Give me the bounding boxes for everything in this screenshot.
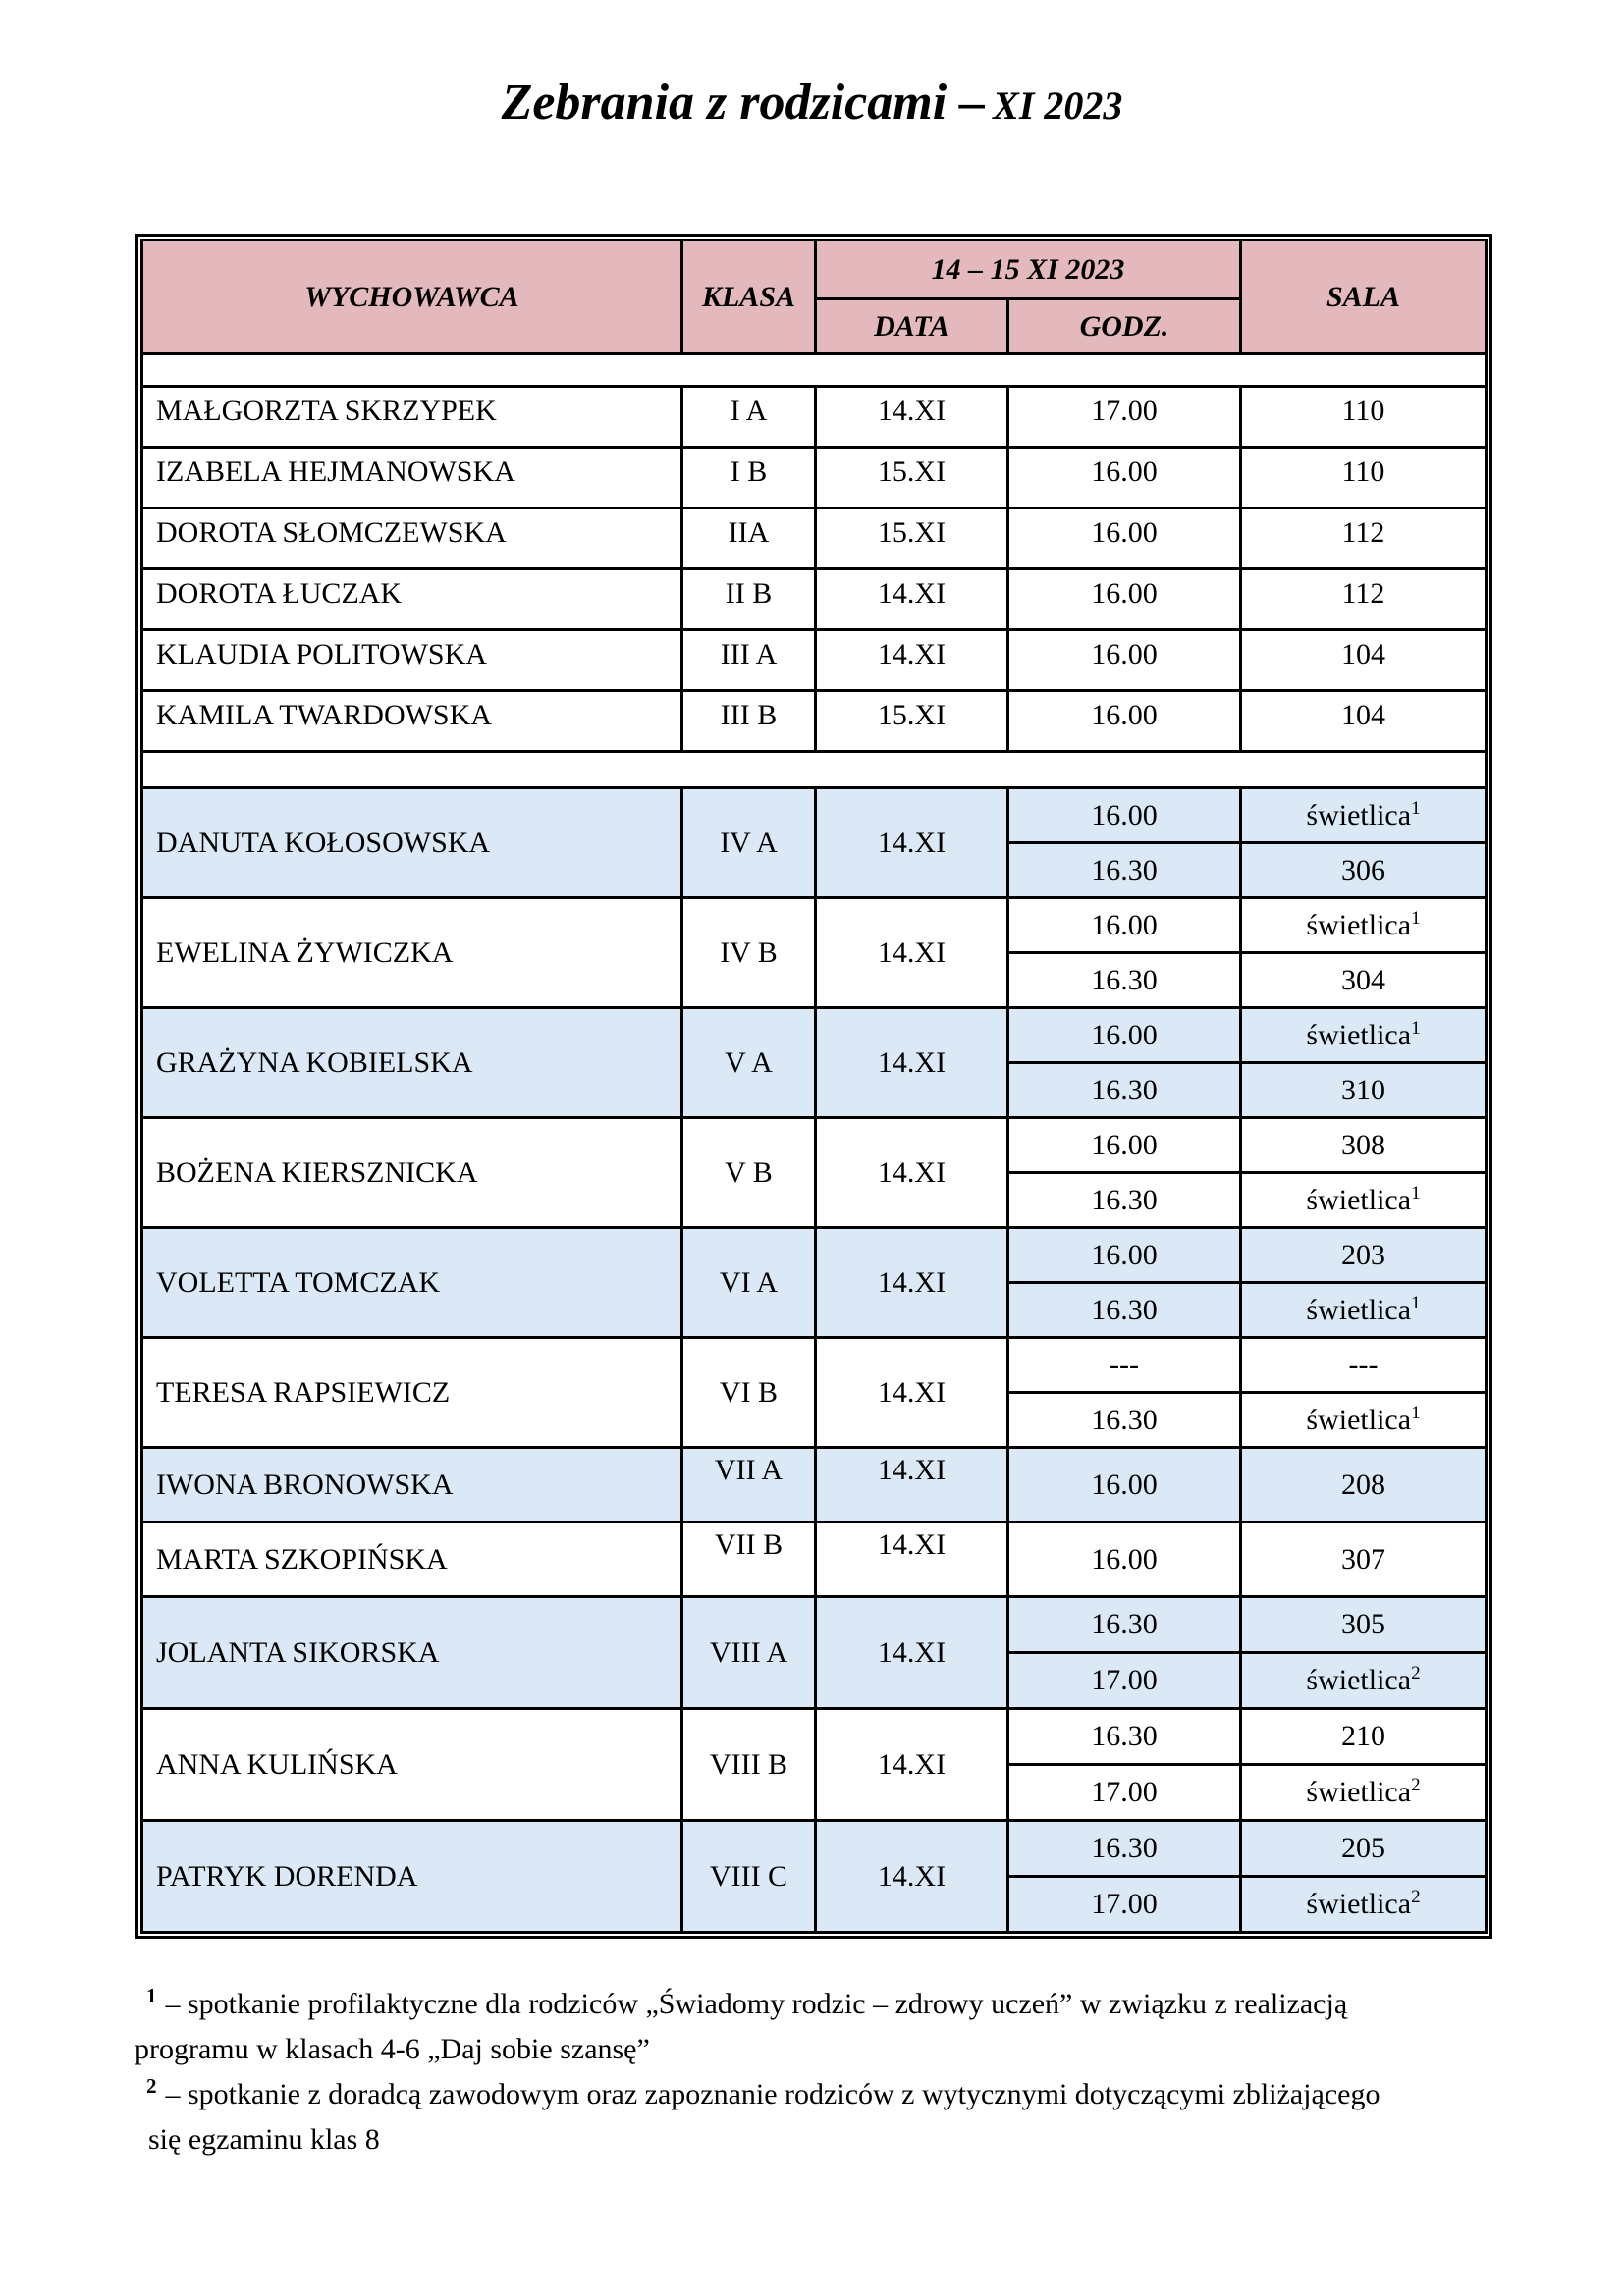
table-row (142, 1522, 1487, 1597)
room-cell (1241, 1228, 1487, 1283)
teacher-name-cell: IWONA BRONOWSKA (142, 1448, 682, 1522)
room-footnote-marker: 1 (1411, 1402, 1421, 1423)
date-cell: 14.XI (816, 1338, 1008, 1448)
room-cell (1241, 1008, 1487, 1063)
room-label: świetlica (1306, 1664, 1412, 1697)
room-cell: 104 (1241, 691, 1487, 752)
teacher-name-cell: IZABELA HEJMANOWSKA (142, 448, 682, 508)
date-cell: 14.XI (816, 898, 1008, 1008)
table-row (142, 1709, 1487, 1765)
table-row (142, 630, 1487, 691)
time-cell: 16.00 (1008, 788, 1241, 843)
room-cell: 104 (1241, 630, 1487, 691)
room-label: 308 (1341, 1128, 1385, 1161)
time-cell: 16.30 (1008, 1597, 1241, 1653)
teacher-name-cell: MARTA SZKOPIŃSKA (142, 1522, 682, 1597)
teacher-name-cell: DOROTA ŁUCZAK (142, 569, 682, 630)
table-row (142, 1821, 1487, 1877)
time-cell: 16.00 (1008, 898, 1241, 953)
room-footnote-marker: 1 (1411, 797, 1421, 819)
class-cell: V B (682, 1118, 816, 1228)
room-cell (1241, 1283, 1487, 1338)
time-cell: 16.00 (1008, 630, 1241, 691)
time-cell: 16.30 (1008, 843, 1241, 898)
class-cell: II B (682, 569, 816, 630)
header-godz: GODZ. (1008, 299, 1241, 354)
class-cell: IIA (682, 508, 816, 569)
room-cell (1241, 1597, 1487, 1653)
class-cell: VII A (682, 1448, 816, 1522)
teacher-name-cell: MAŁGORZTA SKRZYPEK (142, 387, 682, 448)
date-cell: 14.XI (816, 569, 1008, 630)
room-label: 310 (1341, 1073, 1385, 1106)
room-cell (1241, 1338, 1487, 1393)
table-row (142, 788, 1487, 843)
class-cell: V A (682, 1008, 816, 1118)
room-cell: 110 (1241, 448, 1487, 508)
class-cell: I B (682, 448, 816, 508)
room-cell (1241, 1877, 1487, 1933)
schedule-table-wrapper (135, 234, 1492, 1939)
room-label: 306 (1341, 853, 1385, 886)
time-cell: 17.00 (1008, 1765, 1241, 1821)
footnote-2-marker: 2 (146, 2074, 157, 2099)
class-cell: IV B (682, 898, 816, 1008)
table-row (142, 1228, 1487, 1283)
class-cell: VII B (682, 1522, 816, 1597)
room-cell (1241, 1821, 1487, 1877)
room-footnote-marker: 1 (1411, 1292, 1421, 1313)
room-label: 203 (1341, 1238, 1385, 1271)
class-cell: I A (682, 387, 816, 448)
time-cell: 16.00 (1008, 569, 1241, 630)
class-cell: VI B (682, 1338, 816, 1448)
header-klasa: KLASA (682, 240, 816, 354)
time-cell: --- (1008, 1338, 1241, 1393)
date-cell: 14.XI (816, 788, 1008, 898)
teacher-name-cell: JOLANTA SIKORSKA (142, 1597, 682, 1709)
time-cell: 16.00 (1008, 1118, 1241, 1173)
room-footnote-marker: 2 (1411, 1663, 1421, 1684)
time-cell: 16.30 (1008, 1821, 1241, 1877)
time-cell: 16.30 (1008, 953, 1241, 1008)
date-cell: 14.XI (816, 1448, 1008, 1522)
date-cell: 14.XI (816, 630, 1008, 691)
date-cell: 14.XI (816, 1709, 1008, 1821)
time-cell: 17.00 (1008, 1653, 1241, 1709)
class-cell: IV A (682, 788, 816, 898)
room-footnote-marker: 1 (1411, 907, 1421, 929)
room-label: świetlica (1306, 1888, 1412, 1921)
date-cell: 14.XI (816, 1597, 1008, 1709)
table-row (142, 1118, 1487, 1173)
room-label: świetlica (1306, 1018, 1412, 1051)
time-cell: 16.00 (1008, 1008, 1241, 1063)
room-cell (1241, 1709, 1487, 1765)
room-cell: 112 (1241, 569, 1487, 630)
table-row (142, 387, 1487, 448)
room-cell (1241, 1063, 1487, 1118)
room-cell (1241, 788, 1487, 843)
schedule-table (140, 239, 1488, 1934)
room-label: świetlica (1306, 798, 1412, 831)
teacher-name-cell: DANUTA KOŁOSOWSKA (142, 788, 682, 898)
teacher-name-cell: EWELINA ŻYWICZKA (142, 898, 682, 1008)
teacher-name-cell: TERESA RAPSIEWICZ (142, 1338, 682, 1448)
spacer-cell (142, 354, 1487, 387)
time-cell: 16.30 (1008, 1173, 1241, 1228)
room-label: 205 (1341, 1832, 1385, 1865)
spacer-cell (142, 752, 1487, 788)
footnote-1-text-line-2: programu w klasach 4-6 „Daj sobie szansę” (135, 2033, 650, 2066)
room-label: 305 (1341, 1608, 1385, 1641)
page-title (0, 0, 1624, 133)
time-cell: 16.30 (1008, 1283, 1241, 1338)
header-date-range: 14 – 15 XI 2023 (816, 240, 1241, 299)
teacher-name-cell: ANNA KULIŃSKA (142, 1709, 682, 1821)
room-cell (1241, 1393, 1487, 1448)
footnote-2 (135, 2072, 1521, 2163)
page-title-main: Zebrania z rodzicami – (501, 75, 986, 131)
room-cell: 110 (1241, 387, 1487, 448)
room-label: 304 (1341, 963, 1385, 996)
footnote-1-marker: 1 (146, 1984, 157, 2008)
table-row (142, 1597, 1487, 1653)
table-row (142, 1008, 1487, 1063)
spacer-row (142, 752, 1487, 788)
teacher-name-cell: VOLETTA TOMCZAK (142, 1228, 682, 1338)
header-wychowawca: WYCHOWAWCA (142, 240, 682, 354)
date-cell: 15.XI (816, 508, 1008, 569)
room-footnote-marker: 2 (1411, 1887, 1421, 1908)
room-cell (1241, 1653, 1487, 1709)
footnote-2-text-line-1: – spotkanie z doradcą zawodowym oraz zapoznanie rodziców z wytycznymi dotyczącymi zbliżającego (165, 2078, 1380, 2111)
footnote-2-text-line-2: się egzaminu klas 8 (148, 2123, 380, 2157)
table-row (142, 1338, 1487, 1393)
header-sala: SALA (1241, 240, 1487, 354)
room-label: --- (1348, 1348, 1379, 1381)
date-cell: 14.XI (816, 1228, 1008, 1338)
room-cell (1241, 953, 1487, 1008)
footnote-1-text-line-1: – spotkanie profilaktyczne dla rodziców „Świadomy rodzic – zdrowy uczeń” w związku z realizacją (165, 1988, 1348, 2021)
room-label: świetlica (1306, 1403, 1412, 1436)
room-cell (1241, 1173, 1487, 1228)
room-cell (1241, 898, 1487, 953)
room-cell (1241, 1118, 1487, 1173)
room-footnote-marker: 1 (1411, 1017, 1421, 1039)
table-row (142, 508, 1487, 569)
room-label: 210 (1341, 1720, 1385, 1753)
time-cell: 16.00 (1008, 1522, 1241, 1597)
table-row (142, 448, 1487, 508)
date-cell: 14.XI (816, 1008, 1008, 1118)
table-row (142, 898, 1487, 953)
time-cell: 17.00 (1008, 1877, 1241, 1933)
date-cell: 15.XI (816, 448, 1008, 508)
time-cell: 16.00 (1008, 448, 1241, 508)
room-cell: 307 (1241, 1522, 1487, 1597)
room-cell (1241, 1765, 1487, 1821)
room-footnote-marker: 1 (1411, 1182, 1421, 1203)
teacher-name-cell: KAMILA TWARDOWSKA (142, 691, 682, 752)
time-cell: 16.00 (1008, 691, 1241, 752)
class-cell: VIII A (682, 1597, 816, 1709)
date-cell: 14.XI (816, 1522, 1008, 1597)
header-data: DATA (816, 299, 1008, 354)
date-cell: 14.XI (816, 387, 1008, 448)
room-cell (1241, 843, 1487, 898)
time-cell: 16.00 (1008, 508, 1241, 569)
date-cell: 14.XI (816, 1118, 1008, 1228)
room-label: świetlica (1306, 1293, 1412, 1326)
class-cell: VIII B (682, 1709, 816, 1821)
teacher-name-cell: BOŻENA KIERSZNICKA (142, 1118, 682, 1228)
room-label: świetlica (1306, 1183, 1412, 1216)
room-cell: 208 (1241, 1448, 1487, 1522)
time-cell: 17.00 (1008, 387, 1241, 448)
time-cell: 16.00 (1008, 1228, 1241, 1283)
room-label: świetlica (1306, 1776, 1412, 1809)
class-cell: III A (682, 630, 816, 691)
class-cell: III B (682, 691, 816, 752)
time-cell: 16.30 (1008, 1709, 1241, 1765)
time-cell: 16.00 (1008, 1448, 1241, 1522)
room-cell: 112 (1241, 508, 1487, 569)
teacher-name-cell: PATRYK DORENDA (142, 1821, 682, 1933)
spacer-row (142, 354, 1487, 387)
class-cell: VI A (682, 1228, 816, 1338)
page-title-suffix: XI 2023 (993, 83, 1123, 128)
teacher-name-cell: GRAŻYNA KOBIELSKA (142, 1008, 682, 1118)
teacher-name-cell: KLAUDIA POLITOWSKA (142, 630, 682, 691)
class-cell: VIII C (682, 1821, 816, 1933)
date-cell: 14.XI (816, 1821, 1008, 1933)
table-row (142, 1448, 1487, 1522)
table-header-row-1 (142, 240, 1487, 299)
time-cell: 16.30 (1008, 1393, 1241, 1448)
teacher-name-cell: DOROTA SŁOMCZEWSKA (142, 508, 682, 569)
room-footnote-marker: 2 (1411, 1775, 1421, 1796)
room-label: świetlica (1306, 908, 1412, 941)
footnote-1 (135, 1982, 1521, 2072)
table-row (142, 691, 1487, 752)
footnotes-section (135, 1982, 1521, 2163)
table-row (142, 569, 1487, 630)
date-cell: 15.XI (816, 691, 1008, 752)
time-cell: 16.30 (1008, 1063, 1241, 1118)
